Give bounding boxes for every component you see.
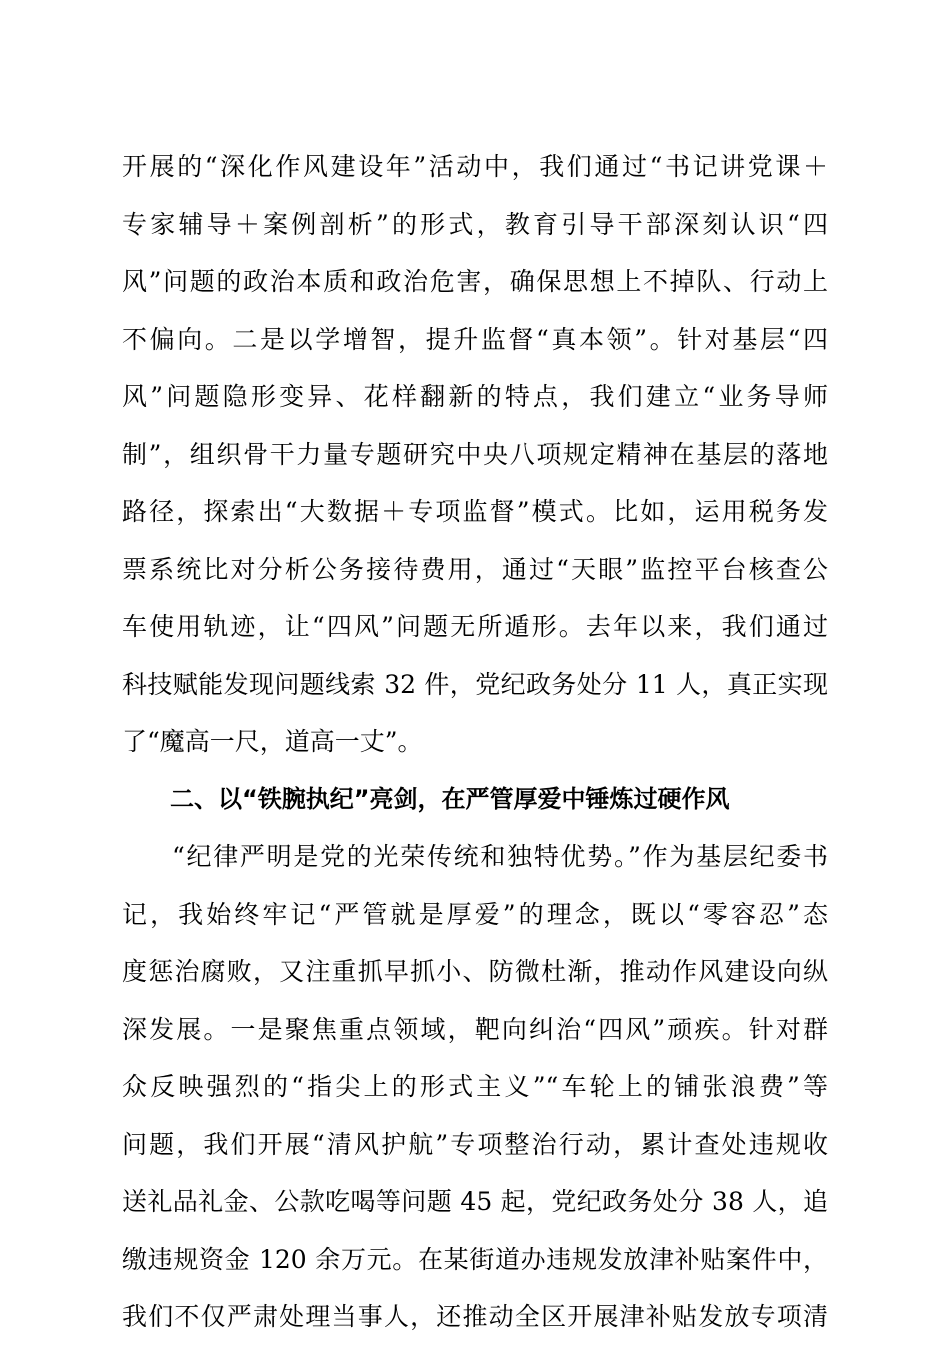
paragraph-line: 风”问题隐形变异、花样翻新的特点，我们建立“业务导师	[122, 382, 828, 411]
paragraph-line: 了“魔高一尺，道高一丈”。	[122, 727, 423, 756]
paragraph-line: 众反映强烈的“指尖上的形式主义”“车轮上的铺张浪费”等	[122, 1072, 828, 1101]
section-heading: 二、以“铁腕执纪”亮剑，在严管厚爱中锤炼过硬作风	[170, 784, 730, 813]
paragraph-line: 记，我始终牢记“严管就是厚爱”的理念，既以“零容忍”态	[122, 899, 828, 929]
paragraph-line: 度惩治腐败，又注重抓早抓小、防微杜渐，推动作风建设向纵	[122, 957, 828, 986]
paragraph-line: 不偏向。二是以学增智，提升监督“真本领”。针对基层“四	[122, 324, 828, 354]
paragraph-2	[122, 828, 828, 1346]
paragraph-line: 专家辅导＋案例剖析”的形式，教育引导干部深刻认识“四	[122, 209, 828, 239]
paragraph-line: 风”问题的政治本质和政治危害，确保思想上不掉队、行动上	[122, 267, 828, 296]
paragraph-line: 票系统比对分析公务接待费用，通过“天眼”监控平台核查公	[122, 554, 828, 584]
paragraph-line: 我们不仅严肃处理当事人，还推动全区开展津补贴发放专项清	[122, 1302, 828, 1331]
paragraph-line: 开展的“深化作风建设年”活动中，我们通过“书记讲党课＋	[122, 152, 828, 181]
paragraph-line: 制”，组织骨干力量专题研究中央八项规定精神在基层的落地	[122, 439, 828, 469]
paragraph-line: 问题，我们开展“清风护航”专项整治行动，累计查处违规收	[122, 1129, 828, 1159]
paragraph-1	[122, 138, 828, 771]
paragraph-line: 科技赋能发现问题线索 32 件，党纪政务处分 11 人，真正实现	[122, 669, 828, 699]
paragraph-line: 深发展。一是聚焦重点领域，靶向纠治“四风”顽疾。针对群	[122, 1014, 828, 1044]
paragraph-line: 路径，探索出“大数据＋专项监督”模式。比如，运用税务发	[122, 497, 828, 526]
paragraph-line: “纪律严明是党的光荣传统和独特优势。”作为基层纪委书	[172, 842, 828, 871]
document-body	[122, 138, 828, 1346]
paragraph-line: 车使用轨迹，让“四风”问题无所遁形。去年以来，我们通过	[122, 612, 828, 641]
paragraph-line: 送礼品礼金、公款吃喝等问题 45 起，党纪政务处分 38 人，追	[122, 1187, 828, 1216]
paragraph-line: 缴违规资金 120 余万元。在某街道办违规发放津补贴案件中，	[122, 1244, 828, 1274]
